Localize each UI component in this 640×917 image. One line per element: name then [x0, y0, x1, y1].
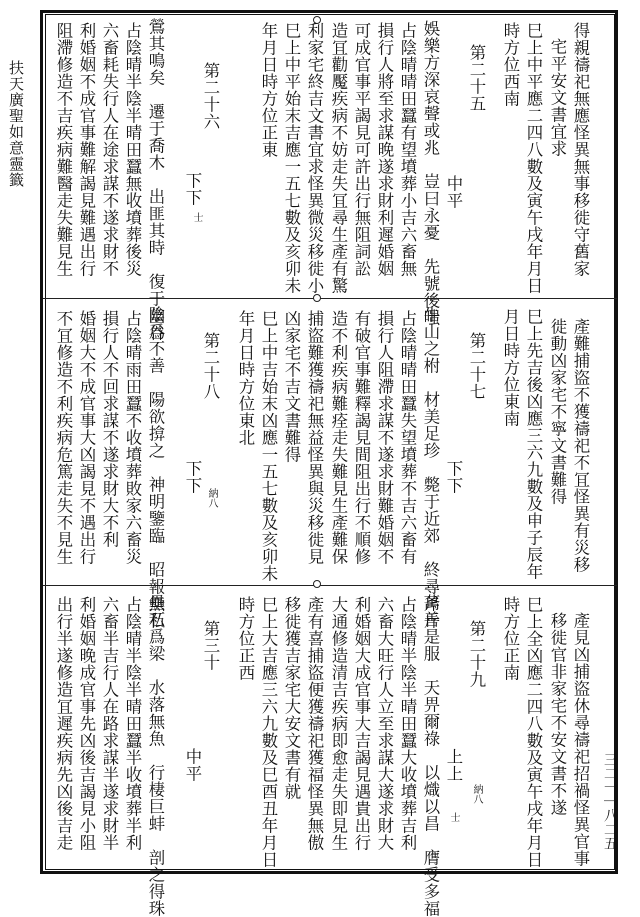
text-column: 可成官事平謁見可許出行無阻詞訟 [352, 22, 371, 277]
fishtail-marker-icon [313, 580, 321, 588]
text-column: 時方位西南 [501, 22, 520, 107]
text-column: 上上 [444, 748, 463, 782]
small-annotation: 納八 [471, 784, 482, 804]
text-column: 六畜大旺行人立至求謀大遂求財大 [375, 596, 394, 851]
text-column: 凶家宅不吉文書難得 [282, 310, 301, 463]
text-column: 巳上大吉應三六九數及巳酉丑年月日 [259, 596, 278, 868]
text-column: 宅平安文書宜求 [548, 38, 567, 157]
text-column: 利婚姻晚成官事先凶後吉謁見小阻 [77, 596, 96, 851]
book-title: 扶天廣聖如意靈籤 [7, 60, 25, 188]
text-column: 娛樂方深哀聲或兆 豈曰永憂 先號後嗤 [421, 20, 440, 326]
text-column: 第二十五 [467, 44, 486, 112]
text-column: 出行半遂修造冝遲疾病先凶後吉走 [54, 596, 73, 851]
text-column: 巳上中吉始末凶應一五七數及亥卯未 [259, 310, 278, 582]
text-column: 月日時方位東南 [501, 308, 520, 427]
small-annotation: 士 [191, 212, 202, 222]
text-column: 利婚姻不成官事難解謁見難遇出行 [77, 22, 96, 277]
text-column: 產難捕盜不獲禱祀不冝怪異有災移 [571, 318, 590, 573]
text-column: 損行人將至求謀晚遂求財利遲婚姻 [375, 22, 394, 277]
text-column: 陰爲不善 陽欲揜之 神明鑒臨 昭報無私 [146, 306, 165, 629]
text-column: 下下 [183, 460, 202, 494]
text-column: 牛山之柎 材美足珍 斃于近郊 終尋斧斤 [421, 306, 440, 629]
text-column: 中平 [183, 748, 202, 782]
text-column: 婚姻大不成官事大凶謁見不遇出行 [77, 310, 96, 565]
text-column: 第二十七 [467, 332, 486, 400]
text-column: 萬善是服 天畀爾祿 以熾以昌 膺受多福 [421, 594, 440, 917]
text-column: 下下 [183, 172, 202, 206]
text-column: 造冝勸魘疾病不妨走失冝尋生產有驚 [329, 22, 348, 294]
text-column: 時方位正南 [501, 596, 520, 681]
page-number: 三二一｜八二五 [602, 752, 618, 850]
text-column: 巳上中平始末吉應一五七數及亥卯未 [282, 22, 301, 294]
text-column: 占陰晴晴田蠶有望墳葬小吉六畜無 [398, 22, 417, 277]
text-column: 占陰晴晴田蠶失望墳葬不吉六畜有 [398, 310, 417, 565]
text-column: 徙動凶家宅不寧文書難得 [548, 318, 567, 505]
text-column: 巳上先吉後凶應三六九數及申子辰年 [524, 308, 543, 580]
text-column: 壘石爲梁 水落無魚 行棲巨蚌 剖之得珠 [146, 594, 165, 917]
text-column: 第三十 [201, 620, 220, 671]
text-column: 阻滯修造不吉疾病難醫走失難見生 [54, 22, 73, 277]
text-column: 產有喜捕盜便獲禱祀獲福怪異無傲 [305, 596, 324, 851]
text-column: 六畜耗失行人在途求謀不遂求財不 [100, 22, 119, 277]
section-divider [43, 298, 617, 299]
text-column: 中平 [444, 175, 463, 209]
text-column: 造不利疾病難痊走失難見生產難保 [329, 310, 348, 565]
text-column: 第二十八 [201, 332, 220, 400]
text-column: 鶯其鳴矣 遷于喬木 出匪其時 復于幽谷 [146, 18, 165, 341]
text-column: 巳上全凶應二四八數及寅午戌年月日 [524, 596, 543, 868]
section-divider [43, 585, 617, 586]
small-annotation: 納八 [206, 488, 217, 508]
text-column: 利婚姻大成官事大吉謁見遇貴出行 [352, 596, 371, 851]
text-column: 有破官事難釋謁見間阻出行不順修 [352, 310, 371, 565]
text-column: 得親禱祀無應怪異無事移徙守舊家 [571, 22, 590, 277]
text-column: 年月日時方位東北 [236, 310, 255, 446]
text-column: 占陰晴半陰半晴田蠶無收墳葬後災 [123, 22, 142, 277]
text-column: 損行人不回求謀不遂求財大不利 [100, 310, 119, 548]
text-column: 利家宅終吉文書宜求怪異微災移徙小 [305, 22, 324, 294]
text-column: 時方位正西 [236, 596, 255, 681]
text-column: 捕盜難獲禱祀無益怪異與災移徙見 [305, 310, 324, 565]
text-column: 六畜半吉行人在路求謀半遂求財半 [100, 596, 119, 851]
text-column: 占陰晴半陰半晴田蠶大收墳葬吉利 [398, 596, 417, 851]
text-column: 占陰晴雨田蠶不收墳葬敗家六畜災 [123, 310, 142, 565]
text-column: 大通修造清吉疾病即愈走失即見生 [329, 596, 348, 851]
text-column: 產見凶捕盜休尋禱祀招禍怪異官事 [571, 612, 590, 867]
text-column: 年月日時方位正東 [259, 22, 278, 158]
text-column: 占陰晴半陰半晴田蠶半收墳葬半利 [123, 596, 142, 851]
text-column: 巳上中平應二四八數及寅午戌年月日 [524, 22, 543, 294]
text-column: 不冝修造不利疾病危篤走失不見生 [54, 310, 73, 565]
text-column: 第二十九 [467, 620, 486, 688]
text-column: 損行人阻滯求謀不遂求財難婚姻不 [375, 310, 394, 565]
text-column: 移徙獲吉家宅大安文書有就 [282, 596, 301, 800]
small-annotation: 士 [448, 812, 459, 822]
text-column: 第二十六 [201, 62, 220, 130]
text-column: 下下 [444, 460, 463, 494]
text-column: 移徙官非家宅不安文書不遂 [548, 612, 567, 816]
fishtail-marker-icon [313, 294, 321, 302]
